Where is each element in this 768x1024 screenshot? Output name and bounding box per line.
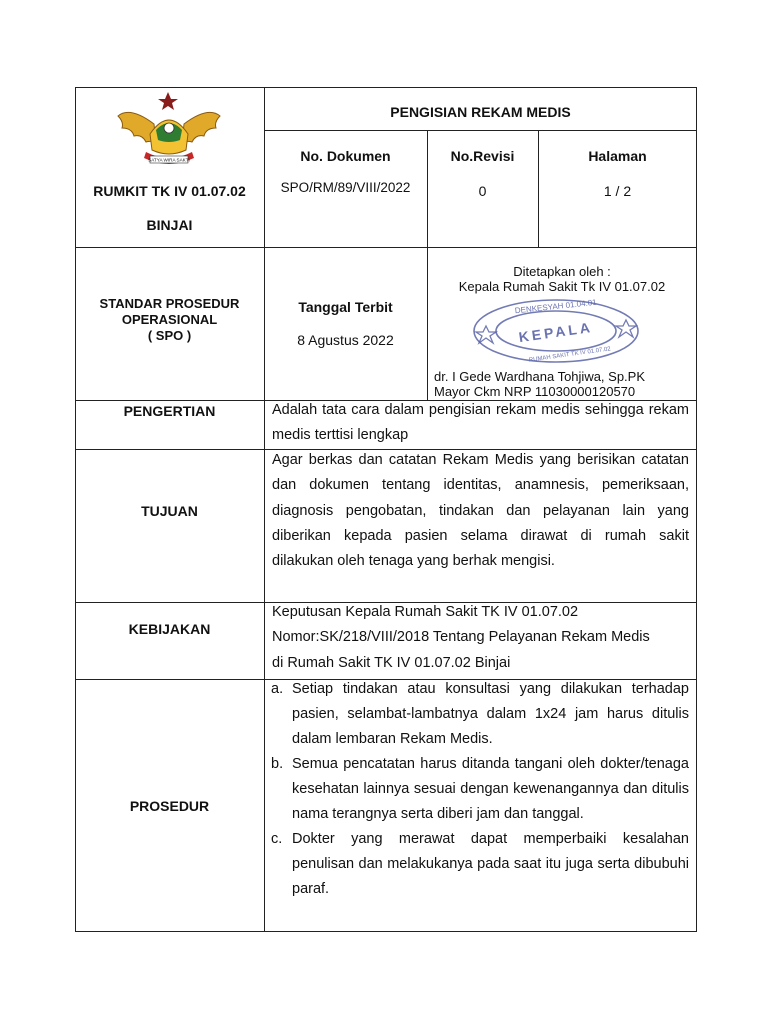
tujuan-label: TUJUAN [141, 503, 198, 519]
spo-title-line3: ( SPO ) [147, 328, 192, 343]
list-item-text: Dokter yang merawat dapat memperbaiki kesalahan penulisan dan melakukanya pada saat itu juga serta dibubuhi paraf. [292, 831, 689, 897]
kebijakan-label: KEBIJAKAN [128, 621, 211, 637]
row-divider-header [264, 130, 697, 131]
signer-rank: Mayor Ckm NRP 11030000120570 [434, 384, 636, 399]
prosedur-list [271, 677, 689, 902]
kebijakan-line1: Keputusan Kepala Rumah Sakit TK IV 01.07.02 [272, 604, 579, 620]
issue-date-value: 8 Agustus 2022 [297, 332, 394, 348]
issue-date-label: Tanggal Terbit [298, 299, 393, 315]
doc-number-value: SPO/RM/89/VIII/2022 [280, 180, 411, 195]
document-title: PENGISIAN REKAM MEDIS [390, 104, 571, 120]
page-value: 1 / 2 [603, 183, 632, 199]
military-emblem-logo [110, 88, 228, 172]
revision-label: No.Revisi [450, 148, 515, 164]
stamp-bottom-text: RUMAH SAKIT TK IV 01.07.02 [528, 346, 612, 364]
org-city: BINJAI [146, 217, 193, 233]
row-divider-org [75, 247, 697, 248]
stamp-star-left-icon [476, 326, 496, 343]
kebijakan-line2: Nomor:SK/218/VIII/2018 Tentang Pelayanan Rekam Medis [272, 629, 650, 645]
stamp-star-right-icon [616, 320, 636, 337]
spo-title-line1: STANDAR PROSEDUR [99, 296, 240, 311]
spo-title-line2: OPERASIONAL [121, 312, 218, 327]
stamp-top-text: DENKESYAH 01.04.01 [514, 297, 598, 316]
doc-number-label: No. Dokumen [300, 148, 391, 164]
official-stamp [470, 296, 642, 366]
org-name: RUMKIT TK IV 01.07.02 [93, 183, 246, 199]
approved-by-label: Ditetapkan oleh : [513, 264, 611, 279]
tujuan-text: Agar berkas dan catatan Rekam Medis yang berisikan catatan dan dokumen tentang identitas, anamnesis, pemeriksaan, diagnosis pengobatan, tindakan dan pelayanan lain yang diberikan kepada pasien selama dirawat di rumah sakit dilakukan oleh tenaga yang berhak mengisi. [272, 452, 689, 570]
signer-name: dr. I Gede Wardhana Tohjiwa, Sp.PK [434, 369, 646, 384]
col-divider-left [264, 87, 265, 932]
row-divider-tujuan [75, 602, 697, 603]
list-marker: a. [271, 681, 284, 697]
prosedur-label: PROSEDUR [129, 798, 210, 814]
logo-motto: SATYA WIRA SAKTI [148, 157, 190, 163]
list-marker: c. [271, 831, 283, 847]
list-item-text: Setiap tindakan atau konsultasi yang dilakukan terhadap pasien, selambat-lambatnya dalam 1x24 jam harus ditulis dalam lembaran Rekam Medis. [292, 681, 689, 747]
pengertian-text: Adalah tata cara dalam pengisian rekam medis sehingga rekam medis terttisi lengkap [272, 402, 689, 444]
stamp-center-text: KEPALA [517, 318, 594, 346]
page-label: Halaman [588, 148, 647, 164]
pengertian-label: PENGERTIAN [123, 403, 216, 419]
prosedur-item-b [271, 752, 689, 827]
approver-title: Kepala Rumah Sakit Tk IV 01.07.02 [458, 279, 666, 294]
prosedur-item-c [271, 827, 689, 902]
list-marker: b. [271, 756, 284, 772]
list-item-text: Semua pencatatan harus ditanda tangani oleh dokter/tenaga kesehatan lainnya sesuai dengan kewenangannya dan ditulis nama terangnya serta diberi jam dan tanggal. [292, 756, 689, 822]
revision-value: 0 [478, 183, 487, 199]
prosedur-item-a [271, 677, 689, 752]
kebijakan-line3: di Rumah Sakit TK IV 01.07.02 Binjai [272, 655, 511, 671]
